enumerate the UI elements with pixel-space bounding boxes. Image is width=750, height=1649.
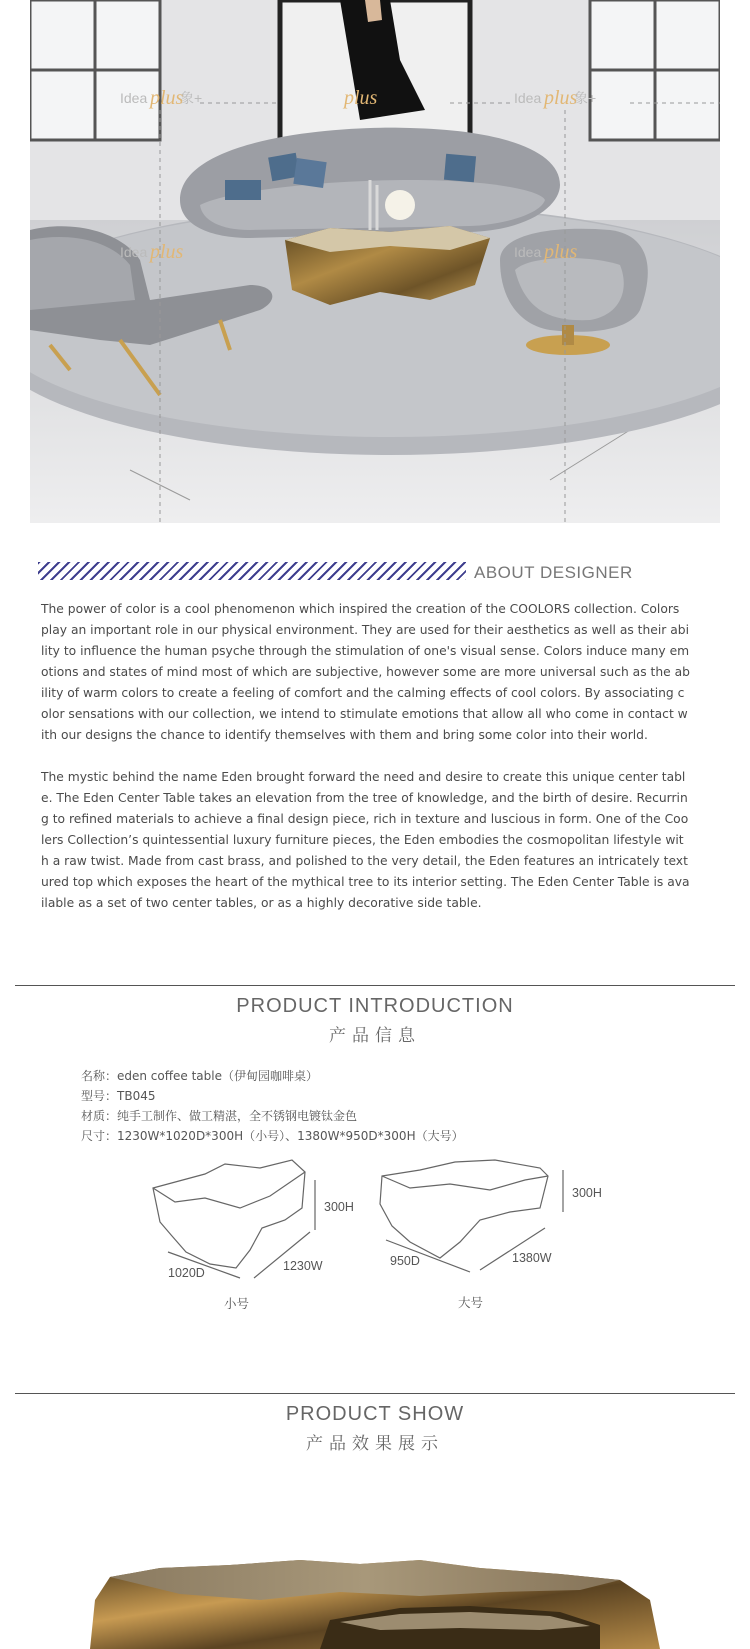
designer-paragraph-2: The mystic behind the name Eden brought forward the need and desire to create this unique center table. The Eden Center Table takes an elevation from the tree of knowledge, and the birth of desire. Recurring to refined materials to achieve a final design piece, rich in texture and luscious in form. One of the Coolers Collection’s quintessential luxury furniture pieces, the Eden embodies the cosmopolitan lifestyle with a raw twist. Made from cast brass, and polished to the very detail, the Eden features an intricately textured top which exposes the heart of the mythical tree to its interior setting. The Eden Center Table is available as a set of two center tables, or as a highly decorative side table.	[41, 770, 690, 910]
section-divider	[15, 985, 735, 986]
window-right	[590, 0, 720, 140]
small-label: 小号	[224, 1296, 250, 1311]
large-width: 1380W	[512, 1251, 552, 1265]
svg-text:Idea: Idea	[514, 244, 542, 260]
product-show-image	[0, 1530, 750, 1649]
svg-text:plus: plus	[344, 87, 378, 109]
svg-text:plus: plus	[150, 87, 184, 109]
about-designer-title: ABOUT DESIGNER	[474, 563, 633, 582]
coffee-table-photo	[0, 1530, 750, 1649]
product-size: 尺寸：1230W*1020D*300H（小号）、1380W*950D*300H（大号）	[81, 1129, 464, 1143]
window-left	[30, 0, 160, 140]
svg-text:Idea: Idea	[120, 90, 148, 106]
stripe-decoration	[38, 562, 466, 580]
about-designer-header	[38, 561, 718, 583]
product-info	[81, 1066, 464, 1146]
large-label: 大号	[458, 1295, 484, 1310]
svg-text:plus: plus	[544, 87, 578, 109]
small-width: 1230W	[283, 1259, 323, 1273]
hero-image	[30, 0, 720, 523]
flower-vase	[385, 190, 415, 220]
product-model: 型号：TB045	[81, 1089, 156, 1103]
small-depth: 1020D	[168, 1266, 205, 1280]
svg-text:Idea: Idea	[514, 90, 542, 106]
dimension-diagram	[0, 1150, 750, 1325]
svg-text:象+: 象+	[574, 90, 597, 106]
intro-title-cn: 产品信息	[329, 1026, 421, 1046]
show-title-cn: 产品效果展示	[306, 1434, 444, 1454]
svg-text:象+: 象+	[180, 90, 203, 106]
small-height: 300H	[324, 1200, 354, 1214]
svg-text:plus: plus	[544, 241, 578, 263]
show-title-en: PRODUCT SHOW	[285, 1403, 465, 1425]
designer-paragraph-1: The power of color is a cool phenomenon which inspired the creation of the COOLORS collection. Colors play an important role in our physical environment. They are used for their aesthetics as well as their ability to influence the human psyche through the stimulation of one's visual sense. Colors induce many emotions and states of mind most of which are subjective, however some are more universal such as the ability of warm colors to create a feeling of comfort and the calming effects of cool colors. By associating color sensations with our collection, we intend to stimulate emotions that allow all who come in contact with our designs the chance to identify themselves with them and bring some color into their world.	[41, 602, 690, 742]
living-room-photo	[30, 0, 720, 523]
section-divider	[15, 1393, 735, 1394]
svg-text:plus: plus	[150, 241, 184, 263]
product-name: 名称：eden coffee table（伊甸园咖啡桌）	[81, 1069, 318, 1083]
large-height: 300H	[572, 1186, 602, 1200]
product-material: 材质：纯手工制作、做工精湛，全不锈钢电镀钛金色	[81, 1109, 358, 1123]
large-depth: 950D	[390, 1254, 420, 1268]
svg-text:Idea: Idea	[120, 244, 148, 260]
intro-title-en: PRODUCT INTRODUCTION	[236, 995, 514, 1017]
